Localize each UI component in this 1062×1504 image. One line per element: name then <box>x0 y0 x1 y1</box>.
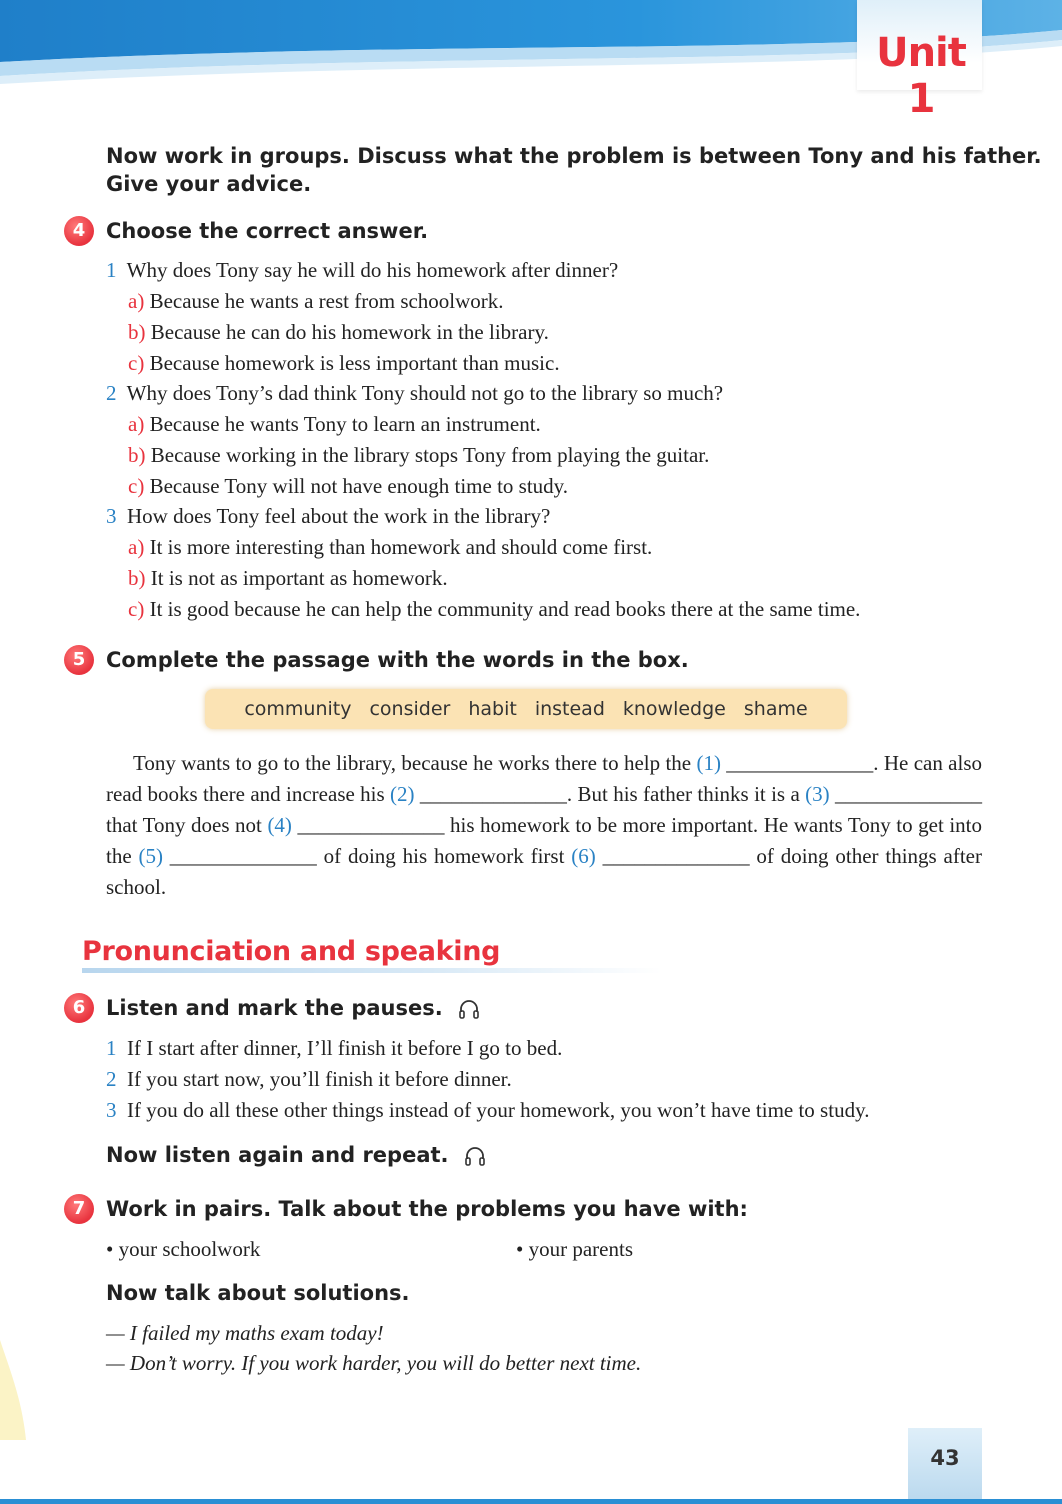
headphones-icon[interactable] <box>457 997 481 1021</box>
pause-item-1: 1 If I start after dinner, I’ll finish it before I go to bed. <box>106 1036 563 1060</box>
q3-option-a: a) It is more interesting than homework and should come first. <box>128 535 653 559</box>
exercise-6-followup: Now listen again and repeat. <box>106 1141 487 1169</box>
word-box <box>205 689 847 729</box>
q2-option-a: a) Because he wants Tony to learn an instrument. <box>128 412 541 436</box>
section-underline <box>82 968 662 973</box>
exercise-6-instruction: Listen and mark the pauses. <box>106 994 481 1022</box>
q1-option-a: a) Because he wants a rest from schoolwork. <box>128 289 504 313</box>
pause-item-2: 2 If you start now, you’ll finish it before dinner. <box>106 1067 512 1091</box>
page-edge-decoration <box>0 1340 30 1440</box>
q1-option-c: c) Because homework is less important than music. <box>128 351 560 375</box>
intro-line-2: Give your advice. <box>106 172 312 196</box>
gap-fill-passage: Tony wants to go to the library, because he works there to help the (1) ______________. He can also read books there and increase his (2) ______________. But his father thinks it is a (3) ______________ that Tony does not (4) ______________ his homework to be more important. He wants Tony to get into the (5) ______________ of doing his homework first (6) ______________ of doing other things after school. <box>106 751 982 899</box>
exercise-7-followup: Now talk about solutions. <box>106 1281 410 1305</box>
bullet-item: • your schoolwork <box>106 1237 261 1261</box>
section-title: Pronunciation and speaking <box>82 936 501 967</box>
q3-option-b: b) It is not as important as homework. <box>128 566 448 590</box>
question-1: 1 Why does Tony say he will do his homework after dinner? <box>106 258 619 282</box>
headphones-icon[interactable] <box>463 1144 487 1168</box>
word-box-item: knowledge <box>622 698 726 720</box>
dialogue-line-2: — Don’t worry. If you work harder, you will do better next time. <box>106 1351 642 1375</box>
footer-rule <box>0 1499 1062 1504</box>
exercise-7-instruction: Work in pairs. Talk about the problems you have with: <box>106 1197 748 1221</box>
exercise-4-badge: 4 <box>64 216 94 246</box>
dialogue-line-1: — I failed my maths exam today! <box>106 1321 384 1345</box>
word-box-item: habit <box>468 698 517 720</box>
word-box-item: shame <box>743 698 808 720</box>
q2-option-c: c) Because Tony will not have enough time to study. <box>128 474 569 498</box>
q3-option-c: c) It is good because he can help the community and read books there at the same time. <box>128 597 861 621</box>
exercise-4-instruction: Choose the correct answer. <box>106 219 429 243</box>
pause-item-3: 3 If you do all these other things instead of your homework, you won’t have time to study. <box>106 1098 870 1122</box>
unit-title: Unit 1 <box>876 30 966 122</box>
word-box-item: consider <box>369 698 451 720</box>
exercise-6-badge: 6 <box>64 993 94 1023</box>
q2-option-b: b) Because working in the library stops Tony from playing the guitar. <box>128 443 710 467</box>
page-number: 43 <box>908 1428 982 1504</box>
word-box-item: instead <box>534 698 605 720</box>
bullet-item: • your parents <box>516 1237 633 1261</box>
exercise-5-badge: 5 <box>64 645 94 675</box>
question-3: 3 How does Tony feel about the work in the library? <box>106 504 551 528</box>
exercise-7-badge: 7 <box>64 1194 94 1224</box>
question-2: 2 Why does Tony’s dad think Tony should not go to the library so much? <box>106 381 724 405</box>
exercise-5-instruction: Complete the passage with the words in the box. <box>106 648 689 672</box>
intro-line-1: Now work in groups. Discuss what the problem is between Tony and his father. <box>106 144 1042 168</box>
q1-option-b: b) Because he can do his homework in the library. <box>128 320 549 344</box>
word-box-item: community <box>244 698 352 720</box>
